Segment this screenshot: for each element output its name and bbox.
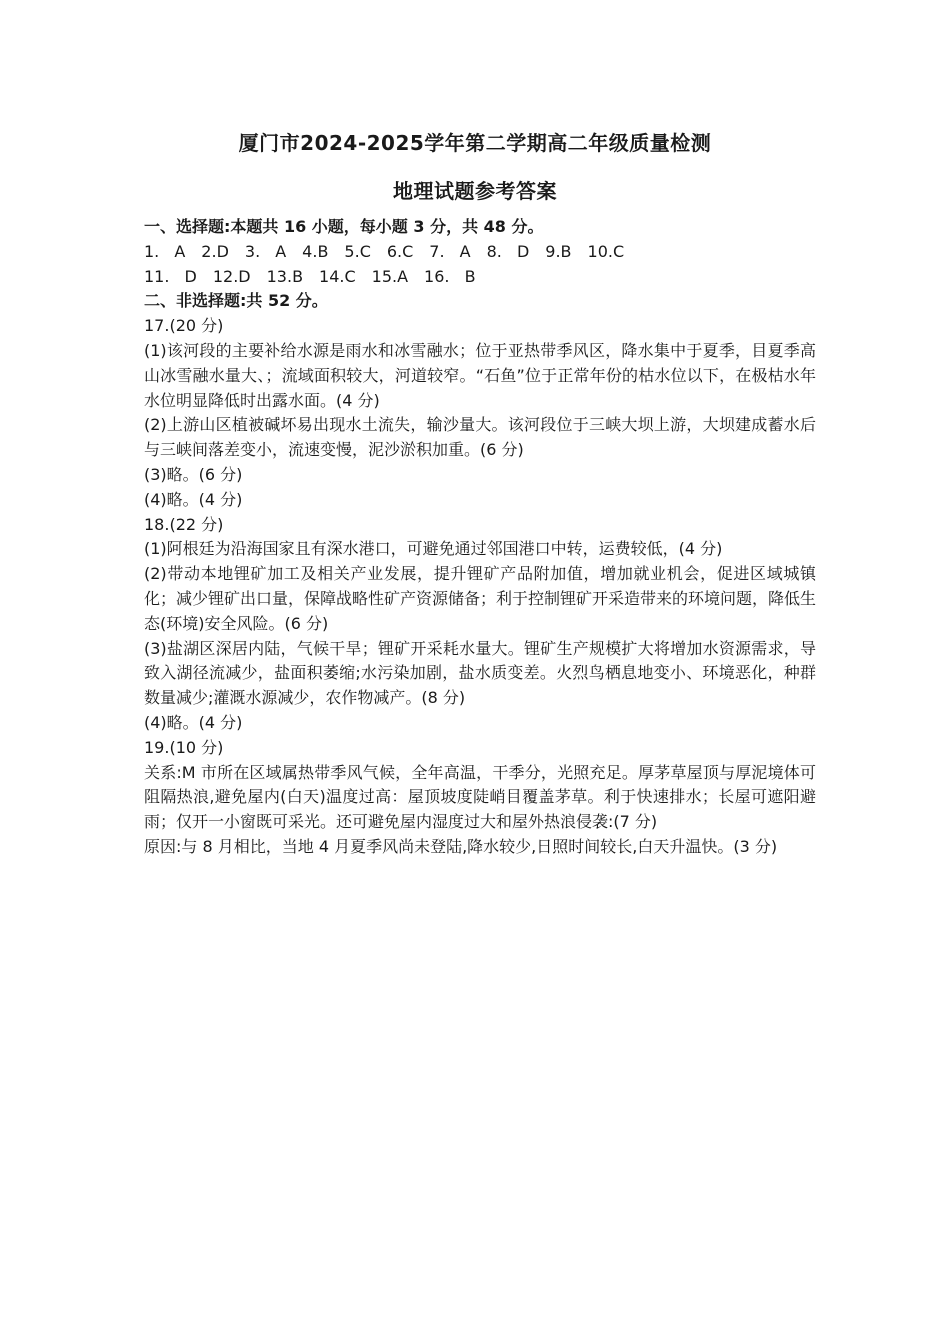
q18-answer-2: (2)带动本地锂矿加工及相关产业发展，提升锂矿产品附加值，增加就业机会，促进区域城镇化；减少锂矿出口量，保障战略性矿产资源储备；利于控制锂矿开采造带来的环境问题，降低生态(环境)安全风险。(6 分)	[144, 564, 817, 633]
q17-answer-4: (4)略。(4 分)	[144, 489, 243, 509]
q18-answer-3: (3)盐湖区深居内陆，气候干旱；锂矿开采耗水量大。锂矿生产规模扩大将增加水资源需求，导致入湖径流减少，盐面积萎缩;水污染加剧，盐水质变差。火烈鸟栖息地变小、环境恶化，种群数量减少;灌溉水源减少，农作物减产。(8 分)	[144, 638, 816, 708]
q17-label: 17.(20 分)	[144, 316, 224, 336]
page-subtitle: 地理试题参考答案	[393, 179, 557, 203]
choice-answers-row-1: 1. A 2.D 3. A 4.B 5.C 6.C 7. A 8. D 9.B 10.C	[144, 241, 625, 261]
q17-answer-1: (1)该河段的主要补给水源是雨水和冰雪融水；位于亚热带季风区，降水集中于夏季，目夏季高山冰雪融水量大、；流域面积较大，河道较窄。“石鱼”位于正常年份的枯水位以下，在极枯水年水位明显降低时出露水面。(4 分)	[144, 340, 816, 410]
q18-answer-4: (4)略。(4 分)	[144, 712, 243, 732]
section-2-heading: 二、非选择题:共 52 分。	[144, 291, 328, 311]
q17-answer-2: (2)上游山区植被碱坏易出现水土流失，输沙量大。该河段位于三峡大坝上游，大坝建成蓄水后与三峡间落差变小，流速变慢，泥沙淤积加重。(6 分)	[144, 415, 816, 460]
q18-label: 18.(22 分)	[144, 514, 224, 534]
q17-answer-3: (3)略。(6 分)	[144, 464, 243, 484]
q19-relation: 关系:M 市所在区域属热带季风气候，全年高温，干季分，光照充足。厚茅草屋顶与厚泥境体可阻隔热浪,避免屋内(白天)温度过高：屋顶坡度陡峭目覆盖茅草。利于快速排水；长屋可遮阳避雨；仅开一小窗既可采光。还可避免屋内湿度过大和屋外热浪侵袭:(7 分)	[144, 762, 816, 832]
page-title: 厦门市2024-2025学年第二学期高二年级质量检测	[238, 131, 712, 155]
choice-answers-row-2: 11. D 12.D 13.B 14.C 15.A 16. B	[144, 266, 476, 286]
q19-reason: 原因:与 8 月相比，当地 4 月夏季风尚未登陆,降水较少,日照时间较长,白天升温快。(3 分)	[144, 836, 778, 856]
section-1-heading: 一、选择题:本题共 16 小题，每小题 3 分，共 48 分。	[144, 217, 544, 236]
q18-answer-1: (1)阿根廷为沿海国家且有深水港口，可避免通过邻国港口中转，运费较低，(4 分)	[144, 539, 723, 559]
answer-content	[144, 215, 816, 860]
q19-label: 19.(10 分)	[144, 737, 224, 757]
